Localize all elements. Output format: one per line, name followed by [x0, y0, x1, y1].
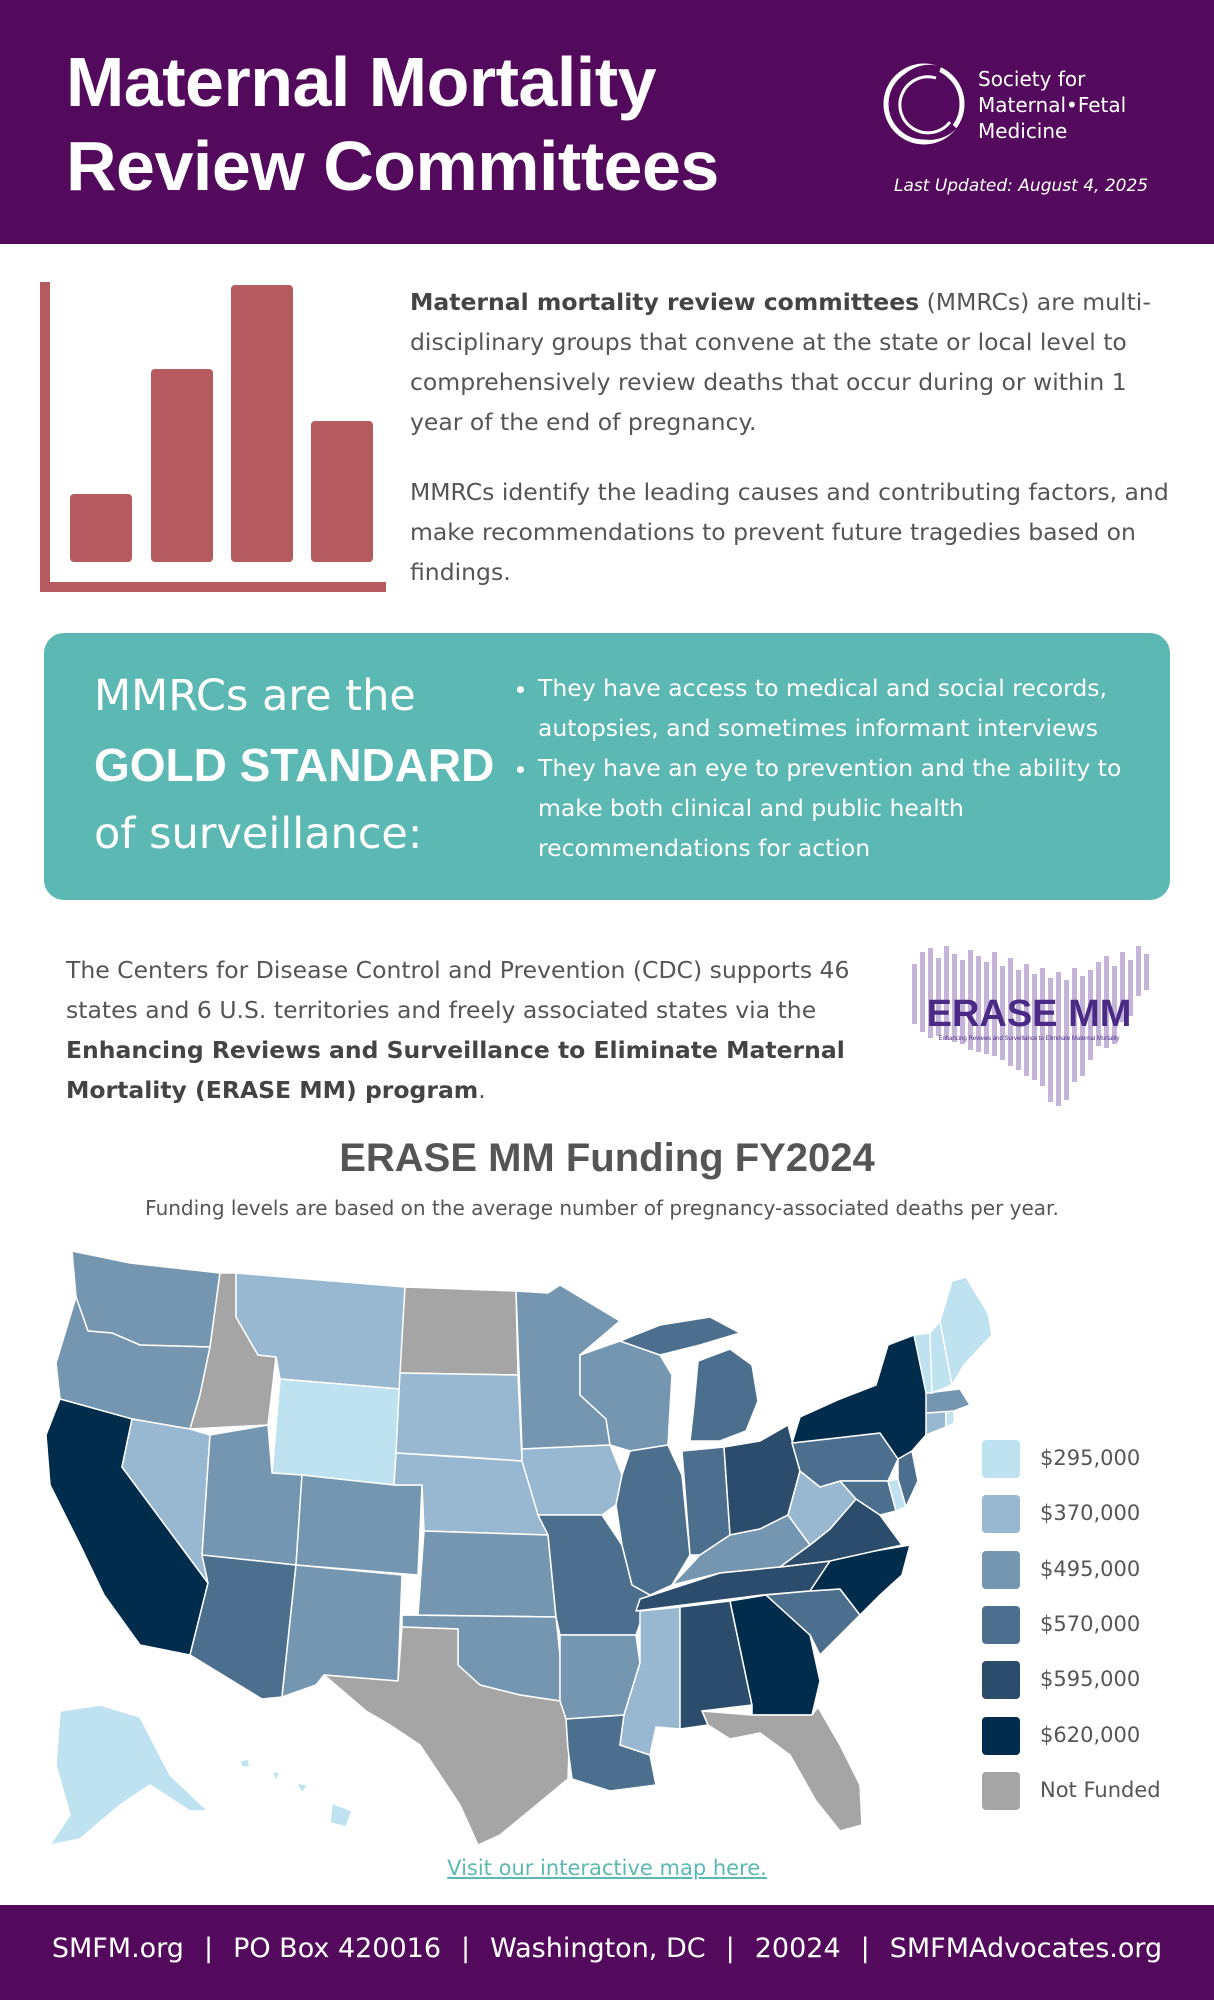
bullet-item: • They have access to medical and social records, autopsies, and sometimes informant interviews [538, 668, 1178, 748]
bar-chart-icon [38, 280, 388, 596]
org-line-2: Maternal•Fetal [978, 93, 1127, 117]
last-updated: Last Updated: August 4, 2025 [894, 176, 1149, 196]
footer-zip: 20024 [754, 1933, 841, 1964]
erase-logo-subtext: Enhancing Reviews and Surveillance to Eliminate Maternal Mortality [938, 1036, 1120, 1042]
bullet-item: • They have an eye to prevention and the ability to make both clinical and public health recommendations for action [538, 748, 1178, 868]
state-iowa [522, 1445, 622, 1515]
footer [0, 1905, 1214, 2000]
legend-label: $495,000 [1040, 1557, 1141, 1581]
legend-item [982, 1772, 1202, 1812]
intro-paragraph-2: MMRCs identify the leading causes and contributing factors, and make recommendations to prevent future tragedies based on findings. [410, 478, 1169, 586]
cdc-paragraph [66, 950, 866, 1110]
footer-separator: | [461, 1933, 471, 1964]
footer-separator: | [860, 1933, 870, 1964]
footer-row [0, 1933, 1214, 1964]
intro-text [410, 282, 1186, 622]
legend-label: $620,000 [1040, 1723, 1141, 1747]
state-florida [702, 1707, 862, 1831]
intro-rest: (MMRCs) are multi-disciplinary groups that convene at the state or local level to comprehensively review deaths that occur during or within 1 year of the end of pregnancy. [410, 288, 1151, 436]
state-indiana [682, 1447, 730, 1555]
state-connecticut [926, 1411, 946, 1435]
state-kansas [418, 1531, 556, 1617]
gold-line-3: of surveillance: [94, 809, 423, 859]
legend-label: $595,000 [1040, 1667, 1141, 1691]
legend-item [982, 1606, 1202, 1646]
intro-paragraph-1 [410, 282, 1186, 442]
footer-link-smfm[interactable]: SMFM.org [51, 1933, 184, 1964]
erase-mm-logo [894, 940, 1164, 1118]
interactive-map-link[interactable]: Visit our interactive map here. [447, 1856, 767, 1880]
footer-link-advocates[interactable]: SMFMAdvocates.org [889, 1933, 1163, 1964]
map-subtitle: Funding levels are based on the average number of pregnancy-associated deaths per year. [145, 1196, 1059, 1220]
page-title [66, 40, 719, 208]
legend-item [982, 1440, 1202, 1480]
legend-label: $570,000 [1040, 1612, 1141, 1636]
state-colorado [296, 1475, 422, 1575]
us-funding-map [40, 1245, 1010, 1855]
state-michigan [690, 1349, 758, 1441]
legend-item [982, 1551, 1202, 1591]
gold-line-2: GOLD STANDARD [94, 739, 495, 791]
org-line-3: Medicine [978, 119, 1068, 143]
legend-item [982, 1661, 1202, 1701]
footer-separator: | [203, 1933, 214, 1964]
cdc-bold: Enhancing Reviews and Surveillance to Eliminate Maternal Mortality (ERASE MM) program [66, 1036, 845, 1104]
header-banner [0, 0, 1214, 244]
gold-standard-heading [94, 662, 494, 869]
org-line-1: Society for [978, 67, 1086, 91]
footer-city: Washington, DC [490, 1933, 706, 1964]
legend-item [982, 1717, 1202, 1757]
legend-swatch [982, 1606, 1020, 1644]
gold-line-1: MMRCs are the [94, 671, 416, 721]
state-alaska [50, 1705, 208, 1845]
state-north-dakota [400, 1287, 518, 1375]
intro-bold: Maternal mortality review committees [410, 288, 920, 316]
legend-swatch [982, 1551, 1020, 1589]
legend-swatch [982, 1772, 1020, 1810]
state-arizona [190, 1555, 296, 1699]
legend-label: $295,000 [1040, 1446, 1141, 1470]
title-line-2: Review Committees [66, 127, 719, 205]
legend-label: $370,000 [1040, 1501, 1141, 1525]
state-hawaii [240, 1759, 352, 1827]
state-rhode-island [946, 1411, 954, 1427]
legend-label: Not Funded [1040, 1778, 1161, 1802]
state-wyoming [272, 1379, 400, 1485]
footer-po-box: PO Box 420016 [233, 1933, 442, 1964]
footer-separator: | [725, 1933, 735, 1964]
map-title: ERASE MM Funding FY2024 [339, 1136, 875, 1180]
state-south-dakota [396, 1373, 522, 1461]
legend-swatch [982, 1661, 1020, 1699]
legend-swatch [982, 1440, 1020, 1478]
title-line-1: Maternal Mortality [66, 43, 656, 121]
legend-item [982, 1495, 1202, 1535]
erase-logo-text: ERASE MM [926, 993, 1132, 1035]
org-name [978, 66, 1126, 144]
legend-swatch [982, 1717, 1020, 1755]
cdc-text: The Centers for Disease Control and Prevention (CDC) supports 46 states and 6 U.S. territories and freely associated states via the [66, 956, 850, 1024]
gold-standard-bullets [508, 668, 1178, 868]
legend-swatch [982, 1495, 1020, 1533]
cdc-end: . [478, 1076, 486, 1104]
